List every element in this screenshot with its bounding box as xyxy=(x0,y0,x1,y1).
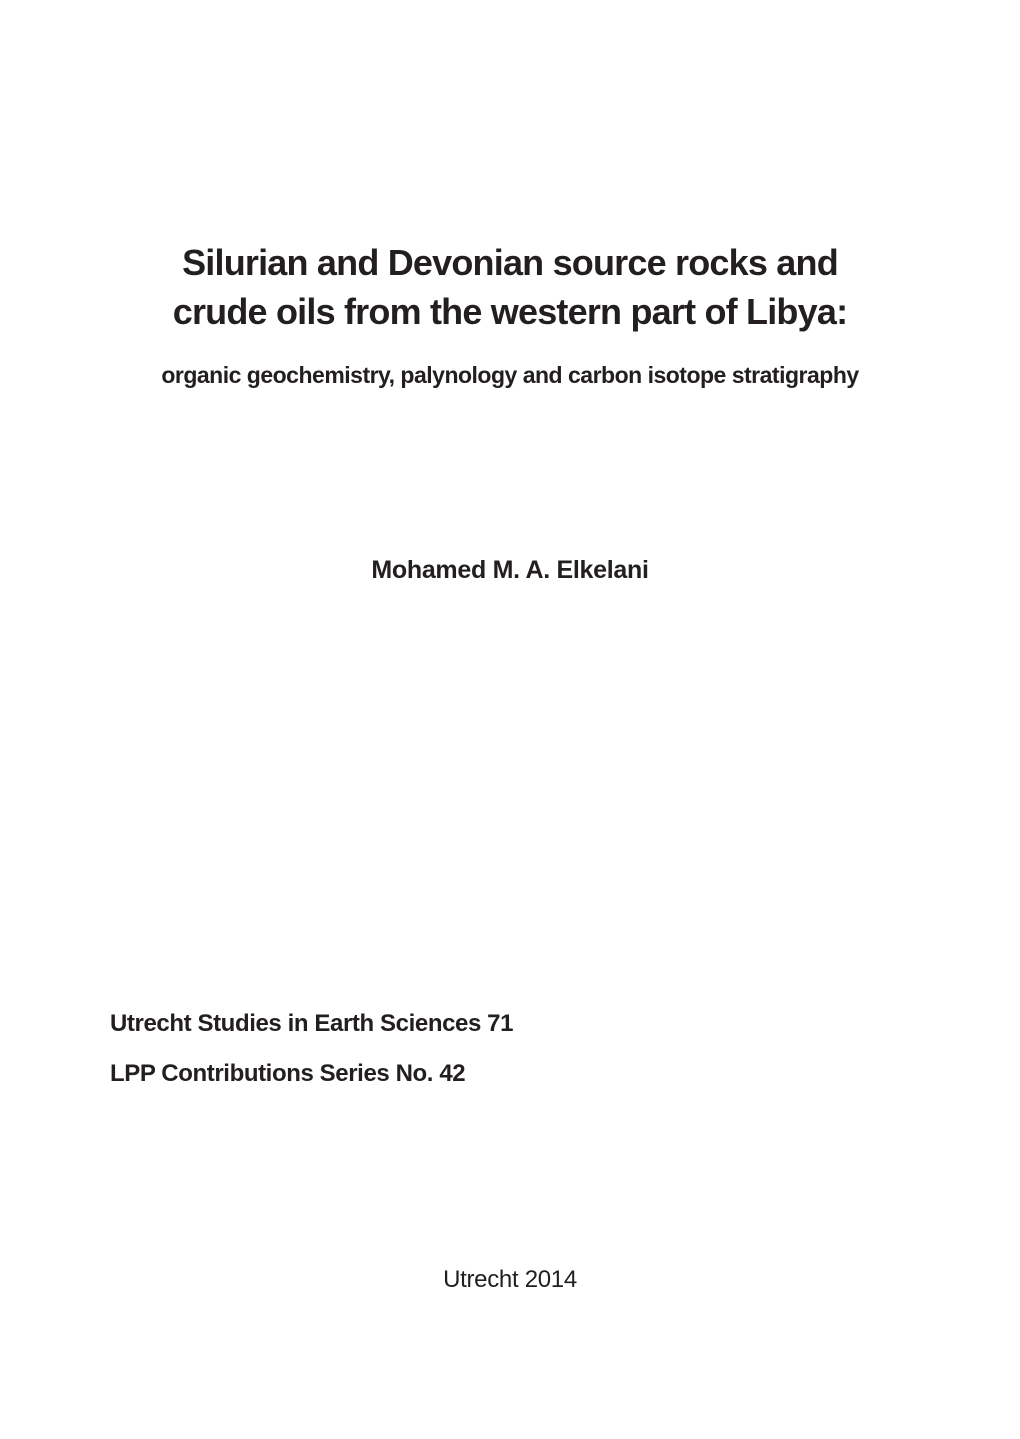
series-utrecht-studies: Utrecht Studies in Earth Sciences 71 xyxy=(110,1010,514,1037)
subtitle: organic geochemistry, palynology and carbon isotope stratigraphy xyxy=(161,362,859,388)
title-line-1: Silurian and Devonian source rocks and xyxy=(182,242,838,283)
title-block xyxy=(0,238,1020,389)
series-lpp-contributions: LPP Contributions Series No. 42 xyxy=(110,1060,466,1087)
title-line-2: crude oils from the western part of Libya: xyxy=(172,291,848,332)
imprint-place-year: Utrecht 2014 xyxy=(443,1266,577,1293)
author-name: Mohamed M. A. Elkelani xyxy=(371,556,649,584)
